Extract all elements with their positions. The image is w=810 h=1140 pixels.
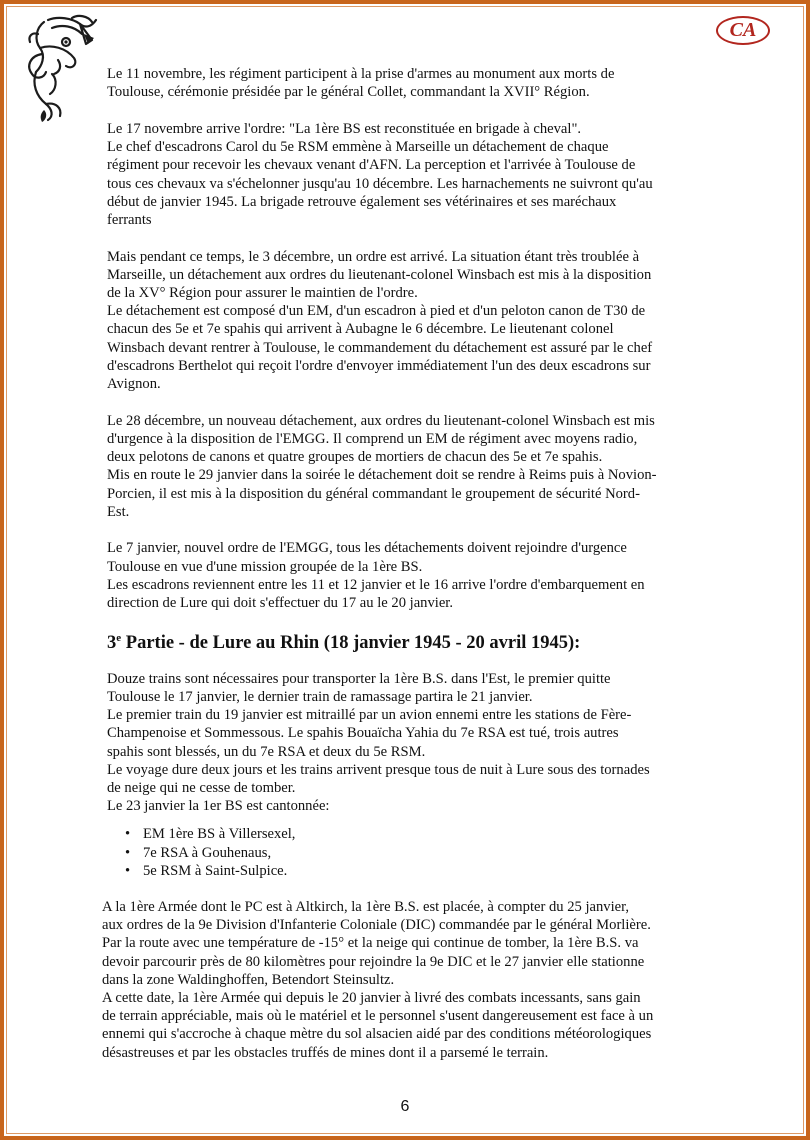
text-line: A cette date, la 1ère Armée qui depuis le 20 janvier à livré des combats incessants, sans gain xyxy=(102,990,641,1007)
text-line: Toulouse, cérémonie présidée par le général Collet, commandant la XVII° Région. xyxy=(107,84,590,101)
text-line: deux pelotons de canons et quatre groupes de mortiers de chacun des 5e et 7e spahis. xyxy=(107,449,603,466)
ca-logo: CA xyxy=(716,16,770,45)
text-line: chacun des 5e et 7e spahis qui arrivent à Aubagne le 6 décembre. Le lieutenant colonel xyxy=(107,321,614,338)
text-line: début de janvier 1945. La brigade retrouve également ses vétérinaires et ses maréchaux xyxy=(107,193,617,210)
page-number: 6 xyxy=(400,1098,410,1115)
text-line: Les escadrons reviennent entre les 11 et 12 janvier et le 16 arrive l'ordre d'embarquement en xyxy=(107,576,645,593)
text-line: Champenoise et Sommessous. Le spahis Bouaïcha Yahia du 7e RSA est tué, trois autres xyxy=(107,725,619,742)
section-part-two-text xyxy=(107,65,712,612)
text-line: tous ces chevaux va s'échelonner jusqu'au 10 décembre. Les harnachements ne suivront qu'au xyxy=(107,175,653,192)
text-line: devoir parcourir près de 80 kilomètres pour rejoindre la 9e DIC et le 27 janvier elle stationne xyxy=(102,953,645,970)
list-item xyxy=(125,862,712,880)
list-item xyxy=(125,825,712,843)
text-line: de la XV° Région pour assurer le maintien de l'ordre. xyxy=(107,285,418,302)
text-line: de neige qui ne cesse de tomber. xyxy=(107,780,296,796)
section-part-three-intro xyxy=(107,670,712,816)
list-item-text: 5e RSM à Saint-Sulpice. xyxy=(143,862,288,879)
paragraph xyxy=(107,248,712,394)
bullet-icon: • xyxy=(125,826,131,843)
text-line: Douze trains sont nécessaires pour transporter la 1ère B.S. dans l'Est, le premier quitte xyxy=(107,670,611,687)
text-line: Le chef d'escadrons Carol du 5e RSM emmène à Marseille un détachement de chaque xyxy=(107,139,609,156)
ornament-illustration xyxy=(22,14,104,124)
section-heading: 3e Partie - de Lure au Rhin (18 janvier 1945 - 20 avril 1945): xyxy=(107,631,581,653)
text-line: désastreuses et par les obstacles truffés de mines dont il a parsemé le terrain. xyxy=(102,1044,549,1061)
text-line: Porcien, il est mis à la disposition du général commandant le groupement de sécurité Nord- xyxy=(107,485,640,502)
paragraph xyxy=(107,65,712,101)
paragraph xyxy=(102,898,712,1062)
text-line: Par la route avec une température de -15° et la neige qui continue de tomber, la 1ère B.S. va xyxy=(102,935,639,952)
list-item-text: 7e RSA à Gouhenaus, xyxy=(143,844,272,861)
text-line: Toulouse le 17 janvier, le dernier train de ramassage partira le 21 janvier. xyxy=(107,688,533,705)
text-line: d'escadrons Berthelot qui reçoit l'ordre d'envoyer immédiatement l'un des deux escadrons sur xyxy=(107,357,651,374)
text-line: direction de Lure qui doit s'effectuer du 17 au le 20 janvier. xyxy=(107,595,454,612)
text-line: ennemi qui s'accroche à chaque mètre du sol alsacien aidé par des conditions météorologiques xyxy=(102,1026,652,1043)
list-item-text: EM 1ère BS à Villersexel, xyxy=(143,826,296,843)
text-line: Toulouse en vue d'une mission groupée de la 1ère BS. xyxy=(107,558,423,575)
bullet-icon: • xyxy=(125,844,131,861)
paragraph xyxy=(107,120,712,229)
text-line: Mais pendant ce temps, le 3 décembre, un ordre est arrivé. La situation étant très troublée à xyxy=(107,248,640,265)
text-line: Le 28 décembre, un nouveau détachement, aux ordres du lieutenant-colonel Winsbach est mis xyxy=(107,412,655,429)
text-line: Le 11 novembre, les régiment participent à la prise d'armes au monument aux morts de xyxy=(107,66,615,82)
text-line: spahis sont blessés, un du 7e RSA et deux du 5e RSM. xyxy=(107,743,426,760)
text-line: Avignon. xyxy=(107,376,161,393)
text-line: d'urgence à la disposition de l'EMGG. Il comprend un EM de régiment avec moyens radio, xyxy=(107,430,638,447)
text-line: A la 1ère Armée dont le PC est à Altkirch, la 1ère B.S. est placée, à compter du 25 janvier, xyxy=(102,899,630,916)
text-line: dans la zone Waldinghoffen, Betendort Steinsultz. xyxy=(102,971,395,988)
bullet-icon: • xyxy=(125,862,131,879)
section-part-three-text xyxy=(102,898,712,1062)
text-line: aux ordres de la 9e Division d'Infanterie Coloniale (DIC) commandée par le général Morlière. xyxy=(102,917,651,934)
document-body xyxy=(102,65,712,1080)
text-line: Winsbach devant rentrer à Toulouse, le commandement du détachement est assuré par le chef xyxy=(107,339,653,356)
text-line: Le 23 janvier la 1er BS est cantonnée: xyxy=(107,798,330,815)
text-line: Le 17 novembre arrive l'ordre: "La 1ère BS est reconstituée en brigade à cheval". xyxy=(107,120,582,137)
list-item xyxy=(125,844,712,862)
text-line: Marseille, un détachement aux ordres du lieutenant-colonel Winsbach est mis à la disposition xyxy=(107,266,652,283)
text-line: ferrants xyxy=(107,211,152,228)
text-line: de terrain appréciable, mais où le matériel et le personnel s'usent dangereusement est face à un xyxy=(102,1008,654,1025)
text-line: Le détachement est composé d'un EM, d'un escadron à pied et d'un peloton canon de T30 de xyxy=(107,303,646,320)
text-line: Le 7 janvier, nouvel ordre de l'EMGG, tous les détachements doivent rejoindre d'urgence xyxy=(107,540,627,557)
text-line: régiment pour recevoir les chevaux venant d'AFN. La perception et l'arrivée à Toulouse de xyxy=(107,157,636,174)
text-line: Est. xyxy=(107,503,130,520)
paragraph xyxy=(107,670,712,816)
paragraph xyxy=(107,412,712,521)
cantonment-list xyxy=(125,825,712,880)
text-line: Mis en route le 29 janvier dans la soirée le détachement doit se rendre à Reims puis à Novion- xyxy=(107,467,657,484)
text-line: Le premier train du 19 janvier est mitraillé par un avion ennemi entre les stations de Fère- xyxy=(107,707,632,724)
paragraph xyxy=(107,539,712,612)
text-line: Le voyage dure deux jours et les trains arrivent presque tous de nuit à Lure sous des tornades xyxy=(107,761,650,778)
